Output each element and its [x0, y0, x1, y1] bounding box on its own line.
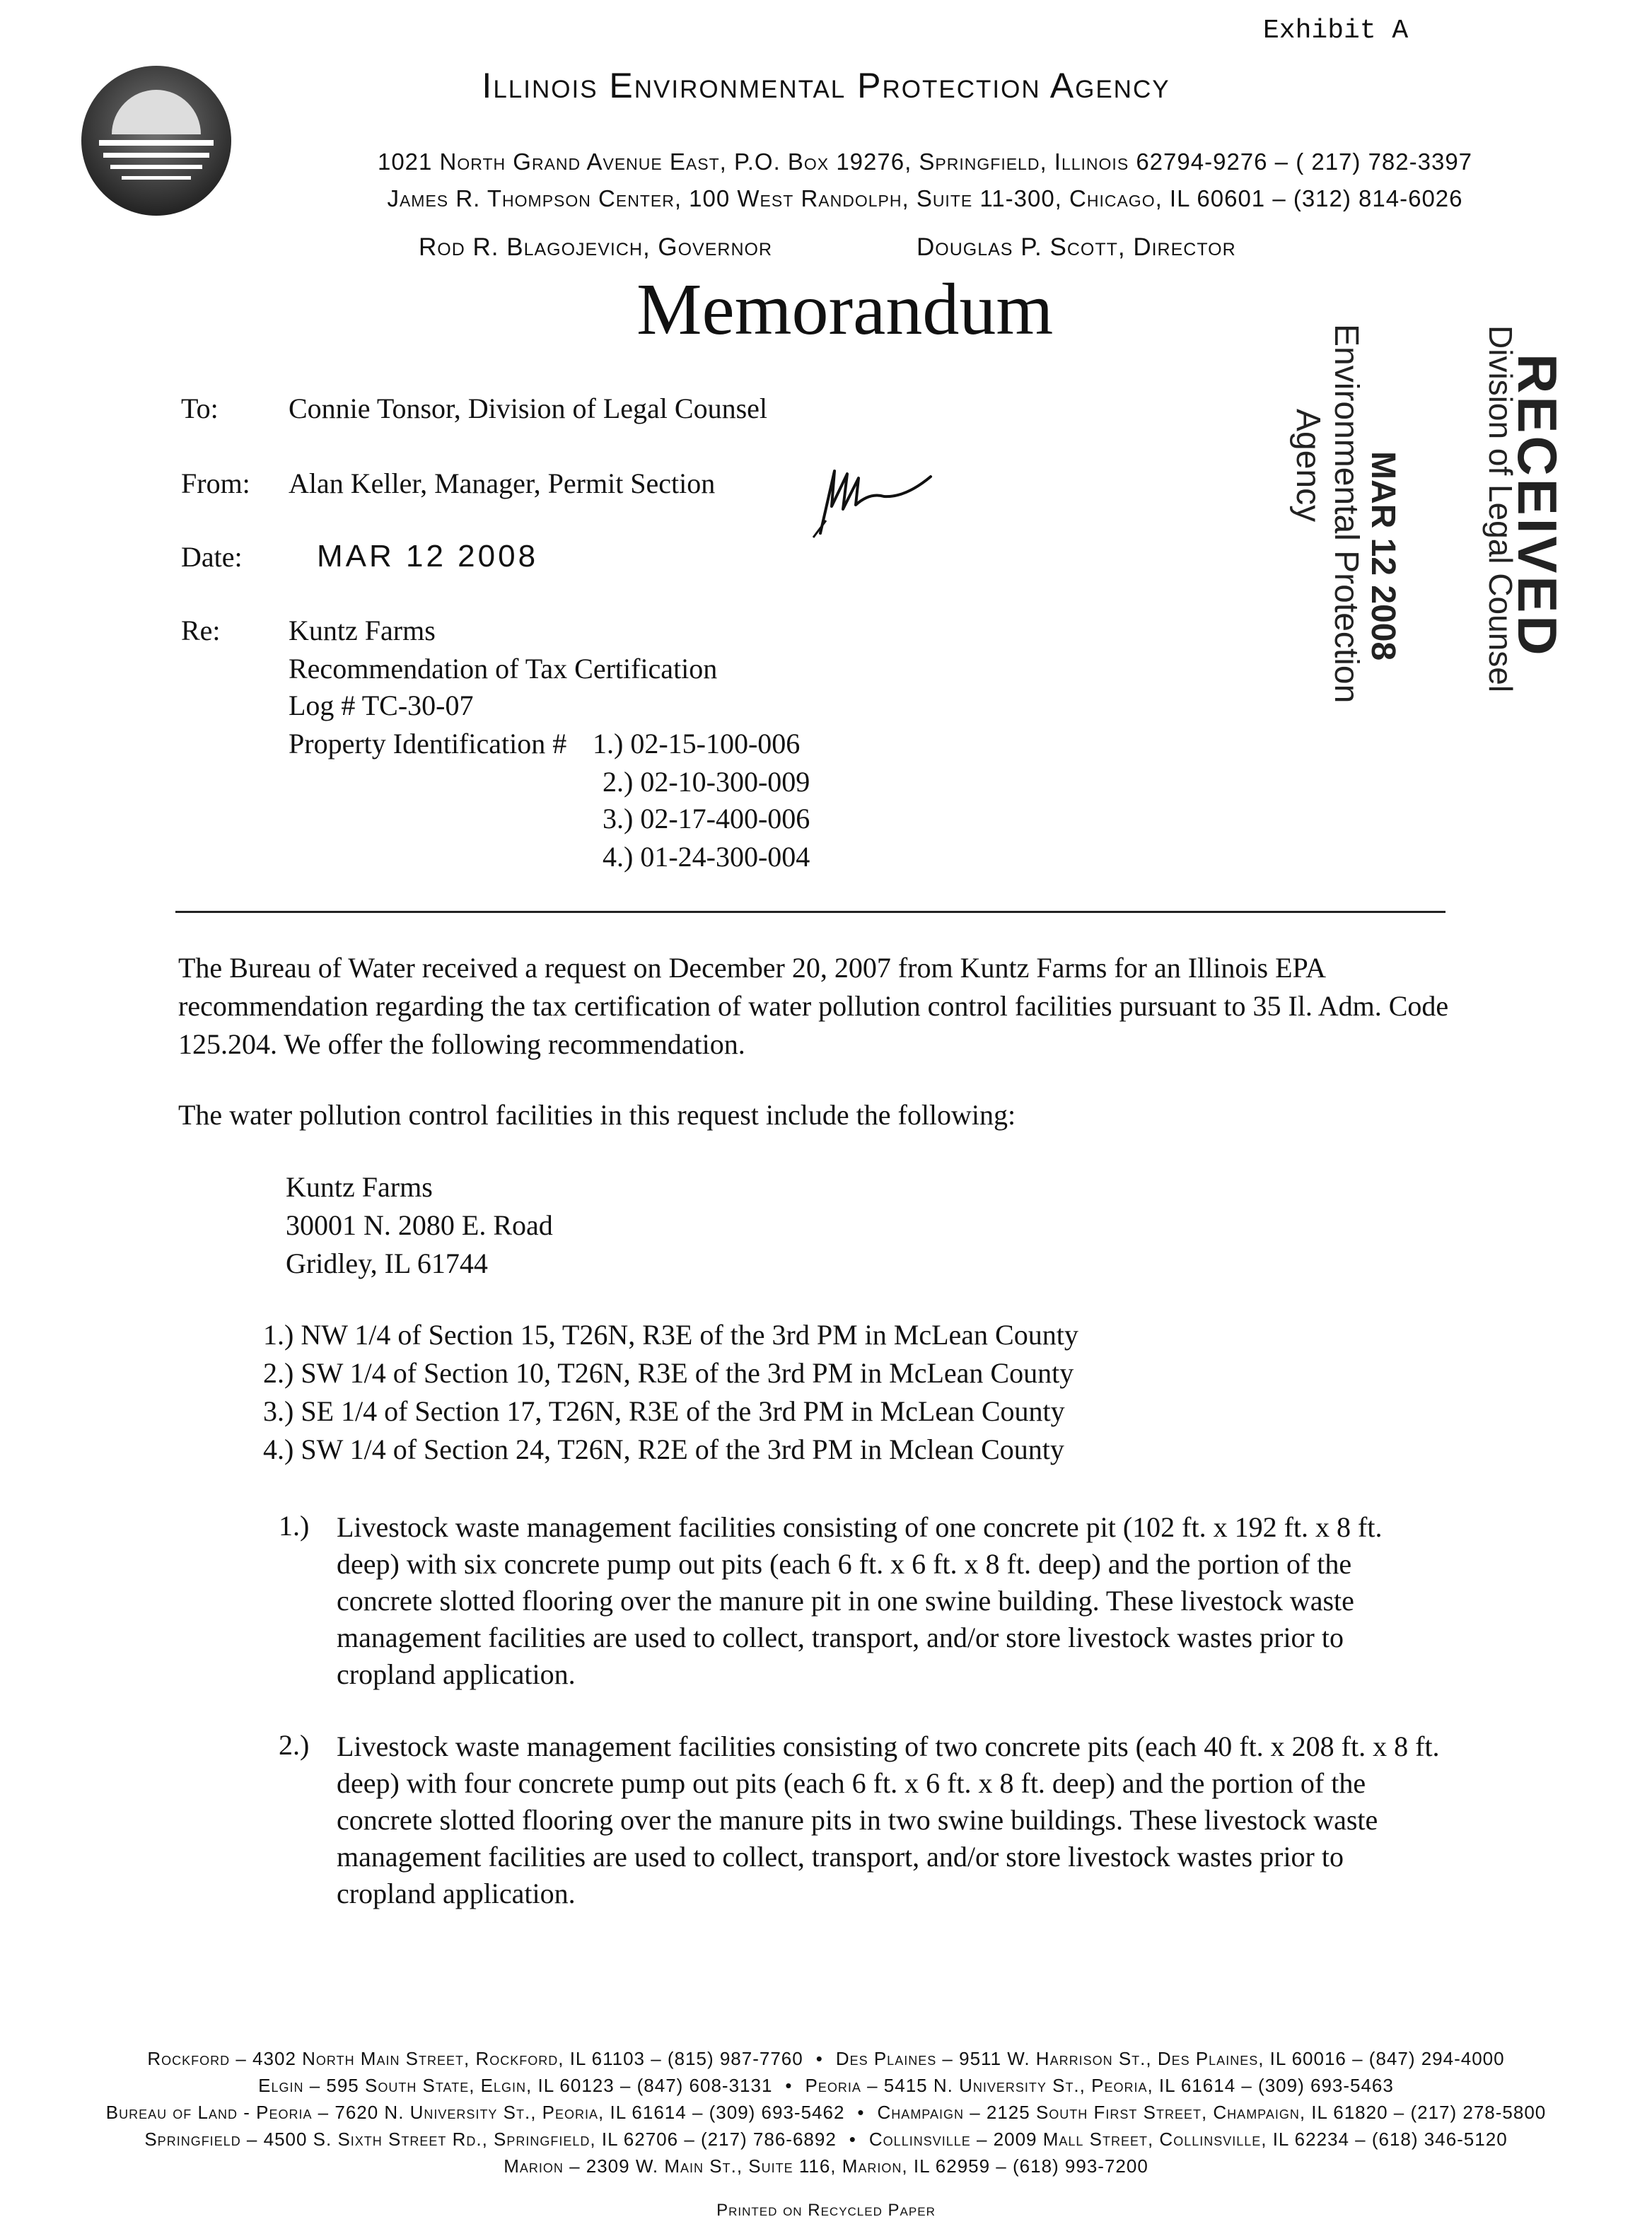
pin-4: 4.) 01-24-300-004: [603, 841, 810, 873]
footer-collinsville: Collinsville – 2009 Mall Street, Collinsville, IL 62234 – (618) 346-5120: [868, 2129, 1508, 2150]
footer-bullet: •: [849, 2129, 856, 2150]
farm-name: Kuntz Farms: [286, 1171, 433, 1203]
memo-title: Memorandum: [636, 269, 1054, 350]
footer-rockford: Rockford – 4302 North Main Street, Rockford, IL 61103 – (815) 987-7760: [147, 2048, 803, 2069]
location-4: 4.) SW 1/4 of Section 24, T26N, R2E of the 3rd PM in Mclean County: [263, 1433, 1064, 1465]
facility-item-1-text: Livestock waste management facilities consisting of one concrete pit (102 ft. x 192 ft. x 8 ft. deep) with six concrete pump out pits (each 6 ft. x 6 ft. x 8 ft. deep) and the portion of the concrete slotted flooring over the manure pit in one swine building. These livestock waste management facilities are used to collect, transport, and/or store livestock wastes prior to cropland application.: [337, 1511, 1383, 1690]
recycled-paper-note: Printed on Recycled Paper: [716, 2201, 936, 2220]
footer-bullet: •: [857, 2102, 865, 2123]
farm-city: Gridley, IL 61744: [286, 1247, 488, 1279]
intro-paragraph: The Bureau of Water received a request on December 20, 2007 from Kuntz Farms for an Illinois EPA recommendation regarding the tax certification of water pollution control facilities pursuant to 35 Il. Adm. Code 125.204. We offer the following recommendation.: [178, 952, 1449, 1060]
stamp-date: MAR 12 2008: [1364, 451, 1402, 661]
footer-office-line-4: [0, 2129, 1652, 2151]
legal-counsel-received-stamp: [1482, 325, 1569, 693]
footer-office-line-3: [0, 2102, 1652, 2124]
header-divider: [175, 911, 1446, 913]
director-name: Douglas P. Scott, Director: [917, 233, 1236, 261]
footer-champaign: Champaign – 2125 South First Street, Champaign, IL 61820 – (217) 278-5800: [877, 2102, 1547, 2123]
stamp-agency-line-2: Agency: [1289, 409, 1327, 523]
stamp-agency-line-1: Environmental Protection: [1327, 324, 1365, 704]
pin-2: 2.) 02-10-300-009: [603, 766, 810, 798]
stamp-legal-counsel-line: Division of Legal Counsel: [1482, 325, 1519, 693]
location-1: 1.) NW 1/4 of Section 15, T26N, R3E of the 3rd PM in McLean County: [263, 1319, 1078, 1351]
date-value: MAR 12 2008: [317, 539, 539, 574]
location-3: 3.) SE 1/4 of Section 17, T26N, R3E of the 3rd PM in McLean County: [263, 1395, 1065, 1427]
footer-bullet: •: [815, 2048, 823, 2069]
footer-office-line-1: [0, 2048, 1652, 2070]
pin-1: 1.) 02-15-100-006: [593, 728, 801, 760]
footer-springfield: Springfield – 4500 S. Sixth Street Rd., Springfield, IL 62706 – (217) 786-6892: [144, 2129, 837, 2150]
farm-street: 30001 N. 2080 E. Road: [286, 1209, 553, 1241]
facility-item-2-text: Livestock waste management facilities consisting of two concrete pits (each 40 ft. x 208 ft. x 8 ft. deep) with four concrete pump out pits (each 6 ft. x 6 ft. x 8 ft. deep) and the portion of the concrete slotted flooring over the manure pits in two swine buildings. These livestock waste management facilities are used to collect, transport, and/or store livestock wastes prior to cropland application.: [337, 1730, 1440, 1909]
facilities-intro: The water pollution control facilities in this request include the following:: [178, 1099, 1016, 1131]
date-label: Date:: [181, 541, 243, 573]
facility-item-1-number: 1.): [279, 1510, 310, 1542]
agency-received-stamp: [1289, 324, 1402, 704]
from-label: From:: [181, 467, 250, 499]
footer-peoria: Peoria – 5415 N. University St., Peoria, IL 61614 – (309) 693-5463: [805, 2075, 1394, 2096]
footer-des-plaines: Des Plaines – 9511 W. Harrison St., Des Plaines, IL 60016 – (847) 294-4000: [835, 2048, 1505, 2069]
footer-elgin: Elgin – 595 South State, Elgin, IL 60123 – (847) 608-3131: [258, 2075, 773, 2096]
agency-address-springfield: 1021 North Grand Avenue East, P.O. Box 19276, Springfield, Illinois 62794-9276 – ( 217) 782-3397: [377, 149, 1473, 175]
to-label: To:: [181, 392, 219, 424]
agency-address-chicago: James R. Thompson Center, 100 West Randolph, Suite 11-300, Chicago, IL 60601 – (312) 814-6026: [387, 185, 1463, 211]
footer-office-line-2: [0, 2075, 1652, 2097]
location-2: 2.) SW 1/4 of Section 10, T26N, R3E of the 3rd PM in McLean County: [263, 1357, 1074, 1389]
facility-item-2-number: 2.): [279, 1729, 310, 1761]
re-line-2: Recommendation of Tax Certification: [289, 653, 718, 685]
re-line-1: Kuntz Farms: [289, 615, 436, 646]
signature-icon: [806, 464, 933, 542]
pin-label: Property Identification #: [289, 728, 567, 760]
agency-name: Illinois Environmental Protection Agency: [482, 66, 1170, 105]
footer-marion: Marion – 2309 W. Main St., Suite 116, Marion, IL 62959 – (618) 993-7200: [504, 2155, 1148, 2177]
re-label: Re:: [181, 615, 221, 646]
footer-bullet: •: [785, 2075, 793, 2096]
re-line-3: Log # TC-30-07: [289, 689, 474, 721]
stamp-received-word: RECEIVED: [1506, 354, 1569, 658]
to-value: Connie Tonsor, Division of Legal Counsel: [289, 392, 768, 424]
from-value: Alan Keller, Manager, Permit Section: [289, 467, 716, 499]
footer-bureau-of-land: Bureau of Land - Peoria – 7620 N. University St., Peoria, IL 61614 – (309) 693-5462: [105, 2102, 845, 2123]
exhibit-label: Exhibit A: [1263, 16, 1409, 46]
pin-3: 3.) 02-17-400-006: [603, 803, 810, 834]
governor-name: Rod R. Blagojevich, Governor: [419, 233, 773, 261]
